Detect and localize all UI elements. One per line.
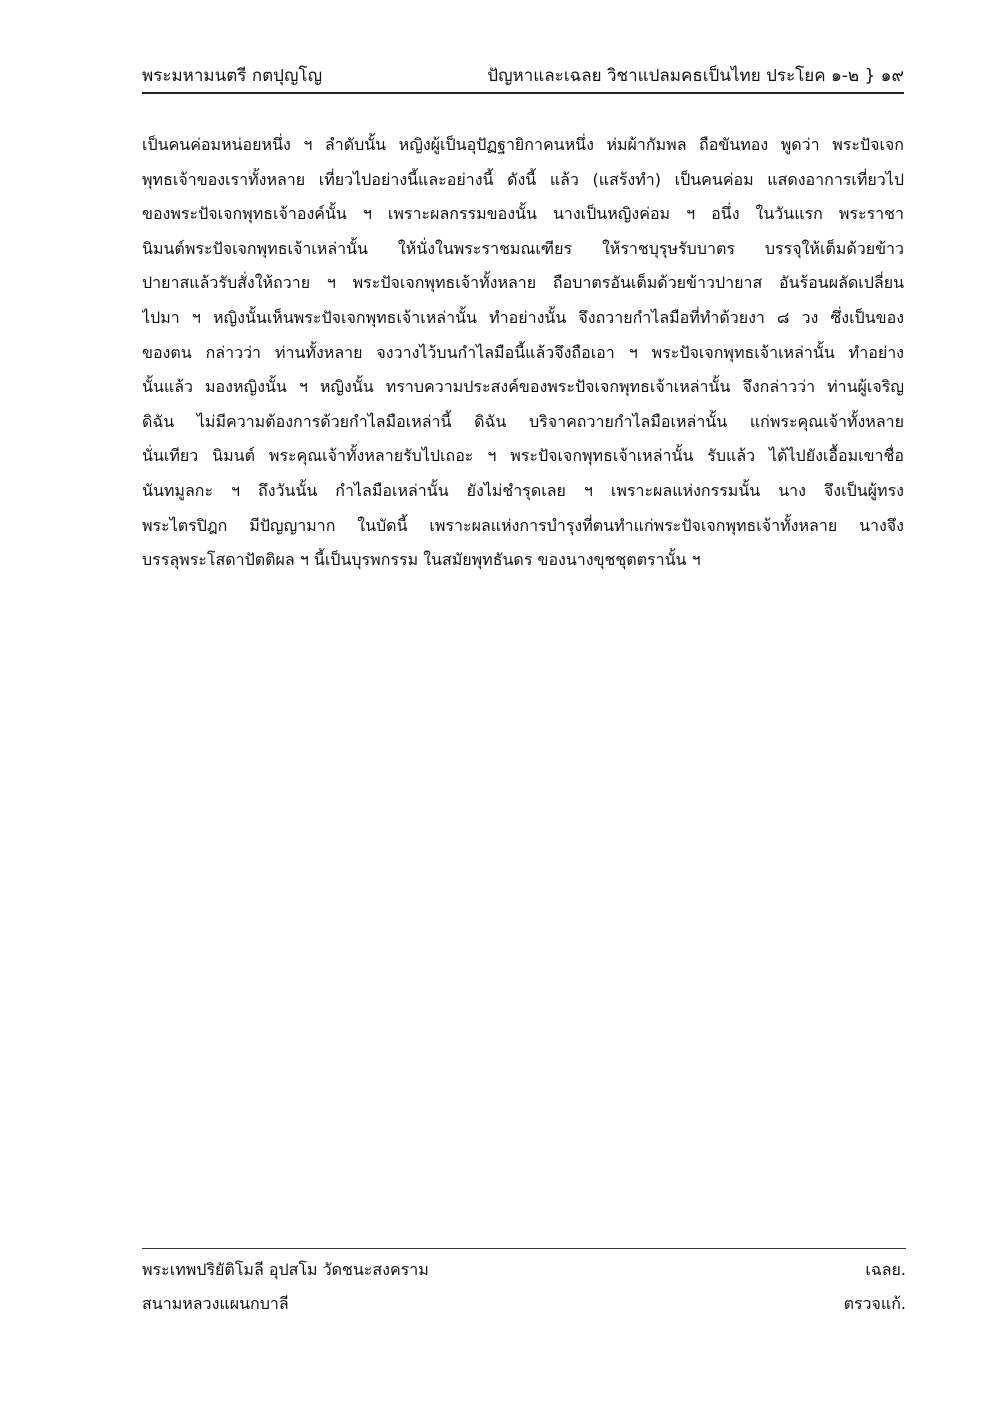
body-line: นั้นแล้ว มองหญิงนั้น ฯ หญิงนั้น ทราบความประสงค์ของพระปัจเจกพุทธเจ้าเหล่านั้น จึงกล่าวว่า ท่านผู้เจริญ xyxy=(142,377,904,397)
body-line: ปายาสแล้วรับสั่งให้ถวาย ฯ พระปัจเจกพุทธเจ้าทั้งหลาย ถือบาตรอันเต็มด้วยข้าวปายาส อันร้อนผลัดเปลี่ยน xyxy=(142,273,904,293)
footer-row xyxy=(142,1287,906,1321)
footer-answer-label: เฉลย. xyxy=(865,1260,906,1279)
body-line: ของตน กล่าวว่า ท่านทั้งหลาย จงวางไว้บนกำไลมือนี้แล้วจึงถือเอา ฯ พระปัจเจกพุทธเจ้าเหล่านั้น ทำอย่าง xyxy=(142,342,904,362)
header-title: ปัญหาและเฉลย วิชาแปลมคธเป็นไทย ประโยค ๑-๒ } ๑๙ xyxy=(487,66,904,86)
body-line: ดิฉัน ไม่มีความต้องการด้วยกำไลมือเหล่านี้ ดิฉัน บริจาคถวายกำไลมือเหล่านั้น แก่พระคุณเจ้าทั้งหลาย xyxy=(142,411,904,431)
body-line: ไปมา ฯ หญิงนั้นเห็นพระปัจเจกพุทธเจ้าเหล่านั้น ทำอย่างนั้น จึงถวายกำไลมือที่ทำด้วยงา ๘ วง ซึ่งเป็นของ xyxy=(142,307,904,327)
body-line: พุทธเจ้าของเราทั้งหลาย เที่ยวไปอย่างนี้และอย่างนี้ ดังนี้ แล้ว (แสร้งทำ) เป็นคนค่อม แสดงอาการเที่ยวไป xyxy=(142,169,904,189)
footer-office: สนามหลวงแผนกบาลี xyxy=(142,1294,289,1313)
footer-review-label: ตรวจแก้. xyxy=(843,1294,906,1313)
header-author: พระมหามนตรี กตปุญโญ xyxy=(142,66,323,86)
page-header xyxy=(142,64,904,94)
footer-row xyxy=(142,1253,906,1287)
body-line: พระไตรปิฎก มีปัญญามาก ในบัดนี้ เพราะผลแห่งการบำรุงที่ตนทำแก่พระปัจเจกพุทธเจ้าทั้งหลาย นางจึง xyxy=(142,515,904,535)
body-line: นั่นเทียว นิมนต์ พระคุณเจ้าทั้งหลายรับไปเถอะ ฯ พระปัจเจกพุทธเจ้าเหล่านั้น รับแล้ว ได้ไปยังเอื้อมเขาชื่อ xyxy=(142,446,904,466)
body-line: นันทมูลกะ ฯ ถึงวันนั้น กำไลมือเหล่านั้น ยังไม่ชำรุดเลย ฯ เพราะผลแห่งกรรมนั้น นาง จึงเป็นผู้ทรง xyxy=(142,480,904,500)
body-line: เป็นคนค่อมหน่อยหนึ่ง ฯ ลำดับนั้น หญิงผู้เป็นอุปัฏฐายิกาคนหนึ่ง ห่มผ้ากัมพล ถือขันทอง พูดว่า พระปัจเจก xyxy=(142,135,904,154)
footer-answer-author: พระเทพปริยัติโมลี อุปสโม วัดชนะสงคราม xyxy=(142,1260,429,1279)
page-footer xyxy=(142,1248,906,1321)
body-text xyxy=(142,128,904,578)
body-line: ของพระปัจเจกพุทธเจ้าองค์นั้น ฯ เพราะผลกรรมของนั้น นางเป็นหญิงค่อม ฯ อนึ่ง ในวันแรก พระราชา xyxy=(142,204,904,224)
body-line: บรรลุพระโสดาปัตติผล ฯ นี้เป็นบุรพกรรม ในสมัยพุทธันดร ของนางขุชชุตตรานั้น ฯ xyxy=(142,550,701,570)
body-line: นิมนต์พระปัจเจกพุทธเจ้าเหล่านั้น ให้นั่งในพระราชมณเฑียร ให้ราชบุรุษรับบาตร บรรจุให้เต็มด้วยข้าว xyxy=(142,238,904,258)
